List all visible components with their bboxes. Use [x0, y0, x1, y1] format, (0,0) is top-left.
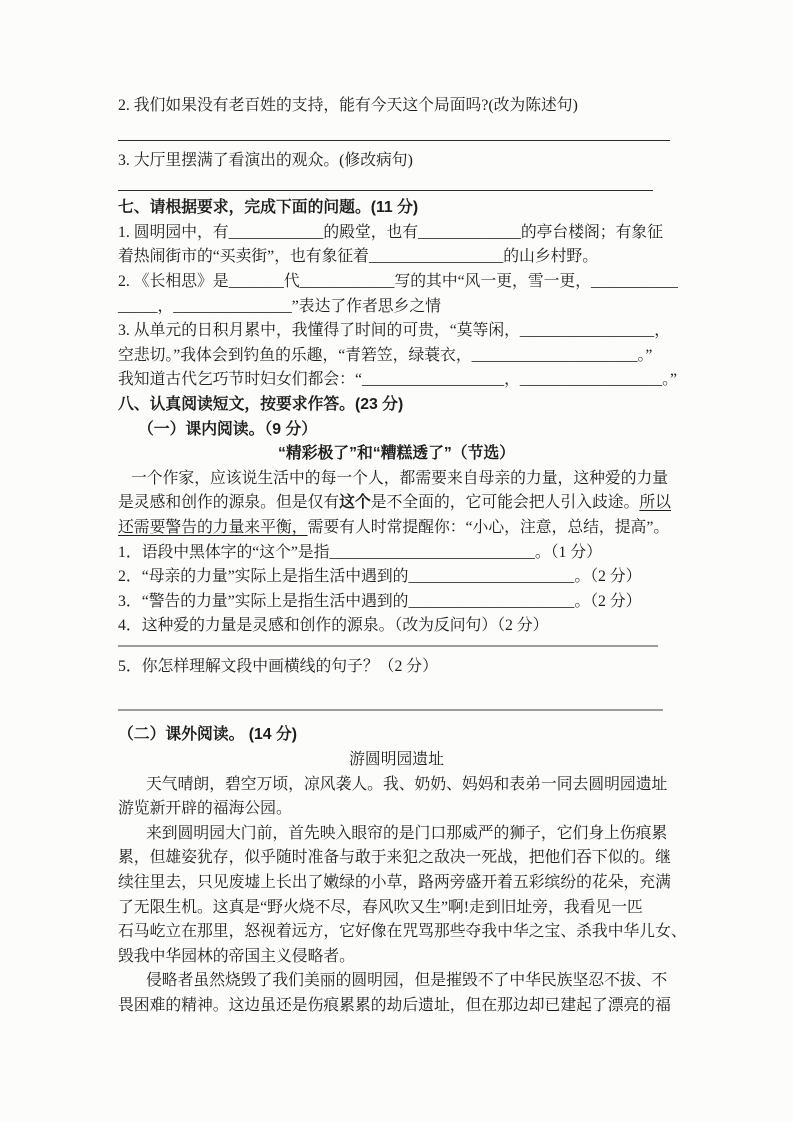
question-sentence-fix-3: 3. 大厅里摆满了看演出的观众。(修改病句)	[118, 151, 413, 169]
passage-1-title: “精彩极了”和“糟糕透了”（节选）	[278, 445, 515, 463]
part1-question-3: 3．“警告的力量”实际上是指生活中遇到的_____________________。（2 分）	[118, 592, 642, 610]
passage-1-line-2	[118, 491, 675, 516]
part1-question-5: 5．你怎样理解文段中画横线的句子？（2 分）	[118, 657, 438, 675]
passage-2-para2-line-6: 毁我中华园林的帝国主义侵略者。	[118, 947, 355, 965]
passage-underlined-text: 所以	[639, 494, 671, 512]
passage-2-para2-line-1: 来到圆明园大门前，首先映入眼帘的是门口那威严的狮子，它们身上伤痕累	[146, 824, 668, 842]
passage-underlined-text: 还需要警告的力量来平衡，	[118, 518, 308, 536]
passage-text: 是不全面的，它可能会把人引入歧途。	[370, 494, 640, 512]
section-8-part1-heading: （一）课内阅读。（9 分）	[138, 420, 318, 438]
section-7-q2-line-2: _____，_______________”表达了作者思乡之情	[118, 297, 441, 315]
section-8-part2-heading: （二）课外阅读。 (14 分)	[118, 726, 298, 744]
section-7-q1-line-2: 着热闹街市的“买卖街”，也有象征着_________________的山乡村野。	[118, 248, 599, 266]
divider-rule	[118, 709, 663, 711]
passage-text: 需要有人时常提醒你：“小心，注意，总结，提高”。	[307, 518, 670, 536]
answer-line	[118, 173, 653, 191]
section-7-q1-line-1: 1. 圆明园中，有____________的殿堂，也有_____________的亭台楼阁；有象征	[118, 223, 663, 241]
passage-2-para3-line-2: 畏困难的精神。这边虽还是伤痕累累的劫后遗址，但在那边却已建起了漂亮的福	[118, 997, 671, 1014]
section-7-q2-line-1: 2. 《长相思》是_______代____________写的其中“风一更，雪一更，___________	[118, 272, 678, 290]
section-7-q3-line-3: 我知道古代乞巧节时妇女们都会：“__________________，__________________。”	[118, 371, 678, 389]
passage-2-para2-line-3: 续往里去，只见废墟上长出了嫩绿的小草，路两旁盛开着五彩缤纷的花朵，充满	[118, 874, 671, 892]
passage-2-title: 游圆明园遗址	[349, 751, 444, 769]
passage-bold-text: 这个	[339, 494, 371, 512]
passage-2-para1-line-1: 天气晴朗，碧空万顷，凉风袭人。我、奶奶、妈妈和表弟一同去圆明园遗址	[146, 775, 668, 793]
passage-2-para1-line-2: 游览新开辟的福海公园。	[118, 800, 292, 818]
divider-rule	[118, 645, 658, 647]
passage-text: 是灵感和创作的源泉。但是仅有	[118, 494, 340, 512]
answer-line	[118, 119, 670, 141]
part1-question-2: 2．“母亲的力量”实际上是指生活中遇到的_____________________。（2 分）	[118, 568, 642, 586]
passage-1-line-3	[118, 516, 675, 541]
section-7-q3-line-2: 空悲切。”我体会到钓鱼的乐趣，“青箬笠，绿蓑衣，_____________________。”	[118, 346, 653, 364]
passage-2-para3-line-1: 侵略者虽然烧毁了我们美丽的圆明园，但是摧毁不了中华民族坚忍不拔、不	[146, 972, 668, 990]
section-7-q3-line-1: 3. 从单元的日积月累中，我懂得了时间的可贵，“莫等闲，_________________，	[118, 322, 671, 340]
passage-2-para2-line-5: 石马屹立在那里，怒视着远方，它好像在咒骂那些夺我中华之宝、杀我中华儿女、	[118, 923, 687, 941]
passage-2-para2-line-4: 了无限生机。这真是“野火烧不尽，春风吹又生”啊!走到旧址旁，我看见一匹	[118, 898, 643, 916]
passage-1-line-1: 一个作家，应该说生活中的每一个人，都需要来自母亲的力量，这种爱的力量	[131, 469, 669, 487]
part1-question-1: 1．语段中黑体字的“这个”是指__________________________。（1 分）	[118, 543, 602, 561]
question-sentence-rewrite-2: 2. 我们如果没有老百姓的支持，能有今天这个局面吗?(改为陈述句)	[118, 97, 578, 114]
passage-2-para2-line-2: 累，但雄姿犹存，似乎随时准备与敢于来犯之敌决一死战，把他们吞下似的。继	[118, 849, 671, 867]
part1-question-4: 4．这种爱的力量是灵感和创作的源泉。（改为反问句）（2 分）	[118, 617, 549, 635]
section-7-heading: 七、请根据要求，完成下面的问题。(11 分)	[118, 199, 419, 217]
section-8-heading: 八、认真阅读短文，按要求作答。(23 分)	[118, 395, 404, 413]
